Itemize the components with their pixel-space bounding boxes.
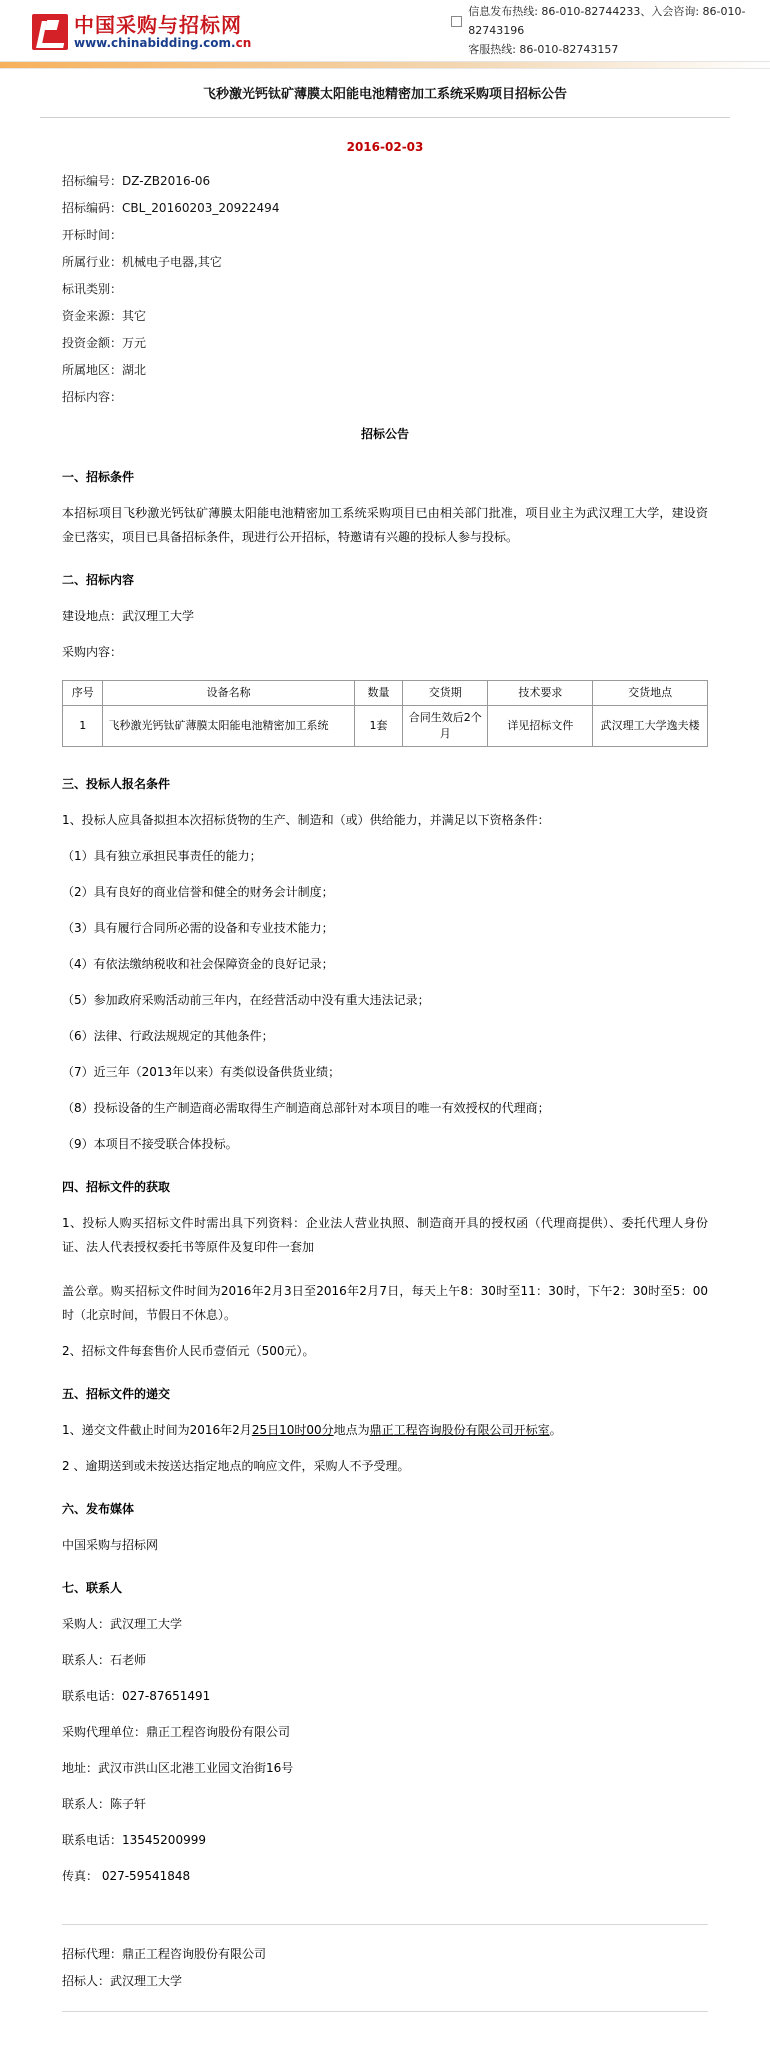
cell-place: 武汉理工大学逸夫楼 (593, 706, 708, 747)
site-header (0, 0, 770, 62)
header-contact-row-1 (451, 2, 760, 40)
contact-agency-person: 联系人：陈子轩 (62, 1797, 147, 1811)
logo-mark-icon (32, 14, 68, 50)
th-place: 交货地点 (593, 681, 708, 706)
th-tech: 技术要求 (488, 681, 593, 706)
table-row (63, 706, 708, 747)
section-6-heading: 六、发布媒体 (62, 1502, 135, 1516)
logo-title: 中国采购与招标网 (74, 12, 242, 37)
hotline-service: 客服热线: 86-010-82743157 (468, 43, 619, 56)
contact-address: 地址：武汉市洪山区北港工业园文治街16号 (62, 1761, 294, 1775)
meta-open-time: 开标时间： (62, 228, 123, 242)
section-5-paragraph-2: 2 、逾期送到或未按送达指定地点的响应文件，采购人不予受理。 (62, 1459, 410, 1473)
page-title: 飞秒激光钙钛矿薄膜太阳能电池精密加工系统采购项目招标公告 (202, 87, 567, 102)
section-4-paragraph-2: 盖公章。购买招标文件时间为2016年2月3日至2016年2月7日，每天上午8：30时至11：30时，下午2：30时至5：00时（北京时间，节假日不休息）。 (62, 1284, 708, 1322)
section-3-item-4: （4）有依法缴纳税收和社会保障资金的良好记录； (62, 957, 334, 971)
bullet-box-icon (451, 16, 462, 27)
contact-fax: 传真： 027-59541848 (62, 1869, 191, 1883)
s5-location: 鼎正工程咨询股份有限公司开标室 (369, 1423, 550, 1437)
contact-person: 联系人：石老师 (62, 1653, 147, 1667)
s5-end: 。 (549, 1423, 562, 1437)
meta-content-label: 招标内容： (62, 390, 123, 404)
meta-bid-code: 招标编码：CBL_20160203_20922494 (62, 201, 280, 215)
section-7-heading: 七、联系人 (62, 1581, 123, 1595)
section-3-item-6: （6）法律、行政法规规定的其他条件； (62, 1029, 274, 1043)
table-header-row (63, 681, 708, 706)
section-4-paragraph-1: 1、投标人购买招标文件时需出具下列资料：企业法人营业执照、制造商开具的授权函（代理商提供）、委托代理人身份证、法人代表授权委托书等原件及复印件一套加 (62, 1216, 708, 1254)
meta-list (62, 168, 708, 411)
footer-agency: 招标代理：鼎正工程咨询股份有限公司 (62, 1947, 267, 1961)
section-6-body: 中国采购与招标网 (62, 1538, 159, 1552)
meta-bid-number: 招标编号：DZ-ZB2016-06 (62, 174, 211, 188)
announcement-heading: 招标公告 (360, 427, 409, 441)
cell-period: 合同生效后2个月 (403, 706, 488, 747)
section-5-heading: 五、招标文件的递交 (62, 1387, 171, 1401)
section-5-paragraph-1 (62, 1412, 708, 1448)
section-3-item-7: （7）近三年（2013年以来）有类似设备供货业绩； (62, 1065, 341, 1079)
spacer (62, 1265, 708, 1273)
cell-tech: 详见招标文件 (488, 706, 593, 747)
contact-agency-phone: 联系电话：13545200999 (62, 1833, 206, 1847)
s5-deadline: 25日10时00分 (251, 1423, 334, 1437)
procurement-table (62, 680, 708, 747)
contact-agency: 采购代理单位：鼎正工程咨询股份有限公司 (62, 1725, 291, 1739)
logo-url (74, 36, 251, 50)
s5-mid: 地点为 (333, 1423, 370, 1437)
document-body (0, 168, 770, 1894)
section-4-heading: 四、招标文件的获取 (62, 1180, 171, 1194)
cell-name: 飞秒激光钙钛矿薄膜太阳能电池精密加工系统 (103, 706, 354, 747)
document-footer (62, 1924, 708, 2046)
meta-region: 所属地区：湖北 (62, 363, 147, 377)
th-no: 序号 (63, 681, 103, 706)
section-3-heading: 三、投标人报名条件 (62, 777, 171, 791)
header-contact-row-2 (451, 40, 760, 59)
publish-date: 2016-02-03 (346, 140, 424, 154)
cell-no: 1 (63, 706, 103, 747)
footer-bidder: 招标人：武汉理工大学 (62, 1974, 183, 1988)
section-3-item-2: （2）具有良好的商业信誉和健全的财务会计制度； (62, 885, 334, 899)
s5-pre: 1、递交文件截止时间为2016年2月 (62, 1423, 252, 1437)
header-accent-rule (0, 62, 770, 69)
section-4-paragraph-3: 2、招标文件每套售价人民币壹佰元（500元）。 (62, 1344, 315, 1358)
meta-investment: 投资金额：万元 (62, 336, 147, 350)
th-qty: 数量 (354, 681, 402, 706)
section-1-heading: 一、招标条件 (62, 470, 135, 484)
contact-purchaser: 采购人：武汉理工大学 (62, 1617, 183, 1631)
section-2-content-label: 采购内容： (62, 645, 123, 659)
hotline-publish: 信息发布热线: 86-010-82744233、入会咨询: 86-010-82743196 (468, 5, 746, 37)
section-1-body: 本招标项目飞秒激光钙钛矿薄膜太阳能电池精密加工系统采购项目已由相关部门批准，项目业主为武汉理工大学，建设资金已落实，项目已具备招标条件，现进行公开招标，特邀请有兴趣的投标人参与投标。 (62, 506, 708, 544)
section-3-item-3: （3）具有履行合同所必需的设备和专业技术能力； (62, 921, 334, 935)
contact-phone: 联系电话：027-87651491 (62, 1689, 211, 1703)
th-name: 设备名称 (103, 681, 354, 706)
meta-industry: 所属行业：机械电子电器,其它 (62, 255, 222, 269)
section-3-item-8: （8）投标设备的生产制造商必需取得生产制造商总部针对本项目的唯一有效授权的代理商； (62, 1101, 550, 1115)
footer-spacer (62, 2012, 708, 2046)
meta-funding-source: 资金来源：其它 (62, 309, 147, 323)
logo-url-cn: cn (235, 35, 252, 50)
logo-url-main: www.chinabidding.com. (74, 35, 236, 50)
meta-category: 标讯类别： (62, 282, 123, 296)
section-2-location: 建设地点：武汉理工大学 (62, 609, 195, 623)
header-contacts (451, 2, 760, 59)
cell-qty: 1套 (354, 706, 402, 747)
section-3-item-9: （9）本项目不接受联合体投标。 (62, 1137, 238, 1151)
th-period: 交货期 (403, 681, 488, 706)
site-logo[interactable] (32, 14, 251, 50)
section-3-item-1: （1）具有独立承担民事责任的能力； (62, 849, 262, 863)
section-3-intro: 1、投标人应具备拟担本次招标货物的生产、制造和（或）供给能力，并满足以下资格条件： (62, 813, 550, 827)
section-3-item-5: （5）参加政府采购活动前三年内，在经营活动中没有重大违法记录； (62, 993, 430, 1007)
section-2-heading: 二、招标内容 (62, 573, 135, 587)
